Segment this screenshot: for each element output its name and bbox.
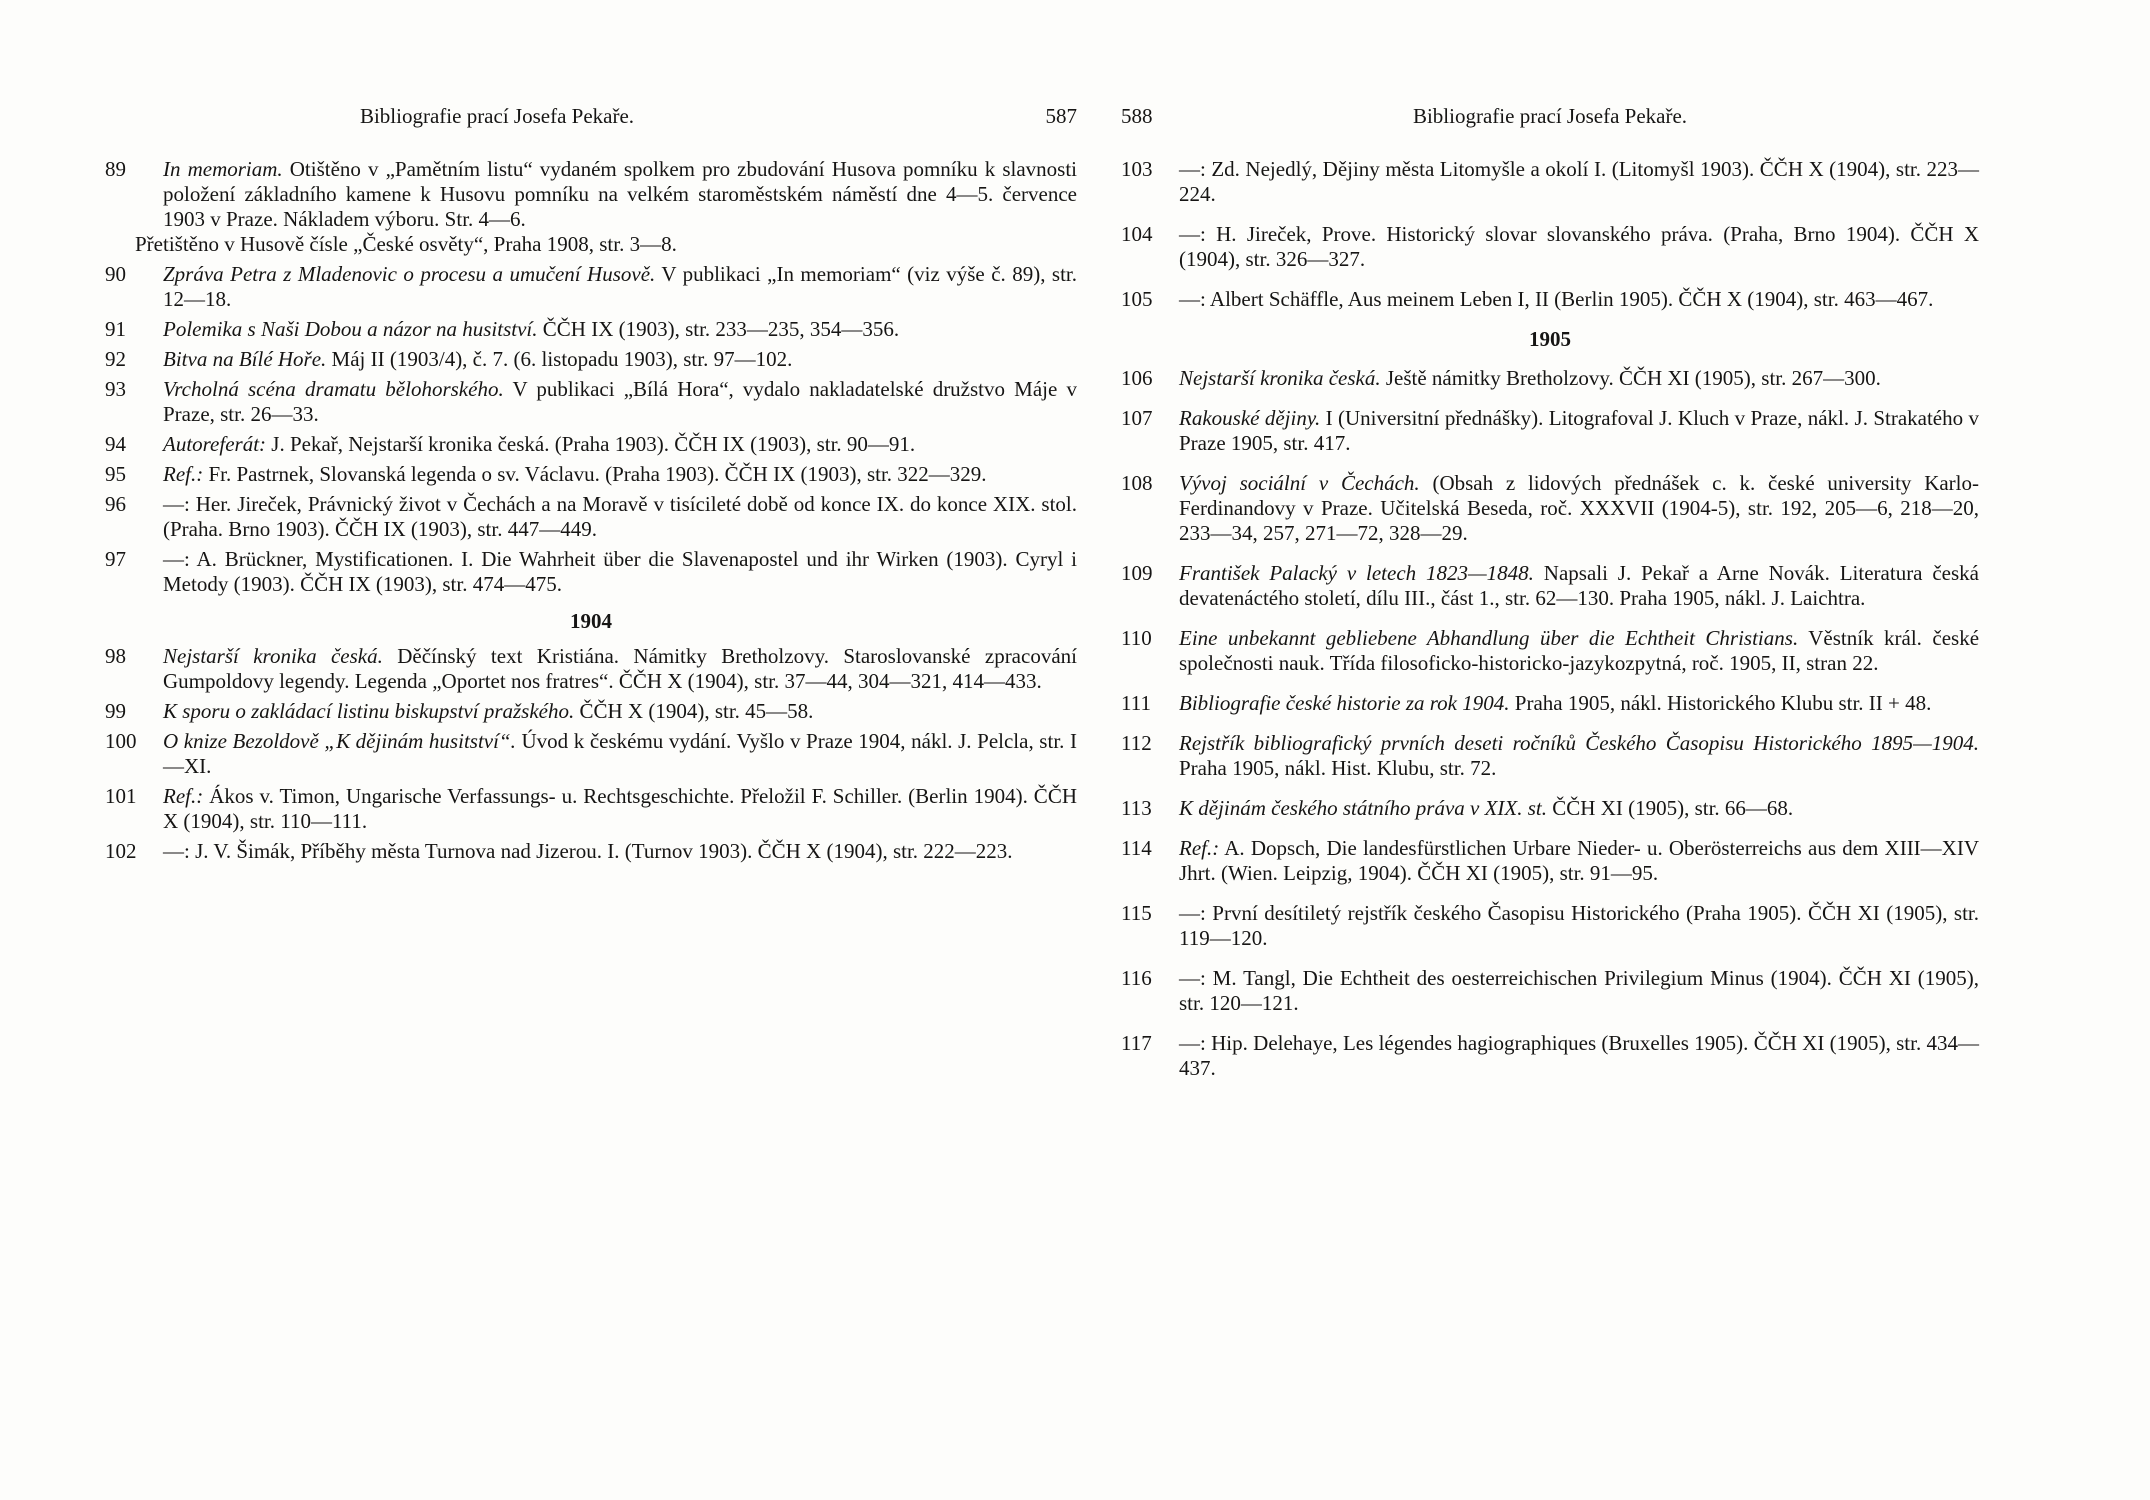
bibliography-entry-92 — [105, 347, 1077, 372]
entry-text: —: J. V. Šimák, Příběhy města Turnova nad Jizerou. I. (Turnov 1903). ČČH X (1904), str. 222—223. — [163, 839, 1013, 863]
running-title: Bibliografie prací Josefa Pekaře. — [359, 104, 635, 128]
entry-title: Rakouské dějiny. — [1179, 406, 1321, 430]
bibliography-entry-117 — [1121, 1031, 1979, 1081]
entry-number: 90 — [105, 262, 126, 286]
entry-number: 102 — [105, 839, 137, 863]
entry-number: 104 — [1121, 222, 1153, 246]
bibliography-entry-101 — [105, 784, 1077, 834]
entry-title: Autoreferát: — [163, 432, 267, 456]
entry-number: 97 — [105, 547, 126, 571]
entry-title: K sporu o zakládací listinu biskupství pražského. — [163, 699, 575, 723]
running-title: Bibliografie prací Josefa Pekaře. — [1412, 104, 1688, 128]
entry-text: —: Her. Jireček, Právnický život v Čechách a na Moravě v tisícileté době od konce IX. do konce XIX. stol. (Praha. Brno 1903). ČČH IX (1903), str. 447—449. — [163, 492, 1077, 541]
entry-number: 105 — [1121, 287, 1153, 311]
entry-number: 111 — [1121, 691, 1151, 715]
entry-number: 116 — [1121, 966, 1152, 990]
bibliography-entry-114 — [1121, 836, 1979, 886]
entry-title: Ref.: — [163, 784, 204, 808]
entry-text: —: Hip. Delehaye, Les légendes hagiographiques (Bruxelles 1905). ČČH XI (1905), str. 434—437. — [1179, 1031, 1979, 1080]
entry-text: —: M. Tangl, Die Echtheit des oesterreichischen Privilegium Minus (1904). ČČH XI (1905), str. 120—121. — [1179, 966, 1979, 1015]
entry-number: 110 — [1121, 626, 1152, 650]
entry-text: ČČH IX (1903), str. 233—235, 354—356. — [537, 317, 900, 341]
entry-number: 106 — [1121, 366, 1153, 390]
entry-text: —: A. Brückner, Mystificationen. I. Die Wahrheit über die Slavenapostel und ihr Wirken (1903). Cyryl i Metody (1903). ČČH IX (1903), str. 474—475. — [163, 547, 1077, 596]
entry-text: A. Dopsch, Die landesfürstlichen Urbare Nieder- u. Oberösterreichs aus dem XIII—XIV Jhrt. (Wien. Leipzig, 1904). ČČH XI (1905), str. 91—95. — [1179, 836, 1979, 885]
entry-text: Praha 1905, nákl. Hist. Klubu, str. 72. — [1179, 756, 1497, 780]
entry-note: Přetištěno v Husově čísle „České osvěty“, Praha 1908, str. 3—8. — [135, 232, 677, 256]
entry-number: 100 — [105, 729, 137, 753]
bibliography-entry-93 — [105, 377, 1077, 427]
bibliography-entry-102 — [105, 839, 1077, 864]
entry-title: Eine unbekannt gebliebene Abhandlung über die Echtheit Christians. — [1179, 626, 1799, 650]
entry-title: K dějinám českého státního práva v XIX. st. — [1179, 796, 1548, 820]
entry-title: Bibliografie české historie za rok 1904. — [1179, 691, 1510, 715]
entry-text: Praha 1905, nákl. Historického Klubu str. II + 48. — [1509, 691, 1932, 715]
entry-title: Nejstarší kronika česká. — [163, 644, 383, 668]
bibliography-entry-108 — [1121, 471, 1979, 546]
bibliography-entry-97 — [105, 547, 1077, 597]
entry-number: 113 — [1121, 796, 1152, 820]
entry-number: 114 — [1121, 836, 1152, 860]
bibliography-entry-107 — [1121, 406, 1979, 456]
entry-number: 103 — [1121, 157, 1153, 181]
entry-text: V publikaci „In memoriam“ (viz výše č. 89), str. 12—18. — [163, 262, 1077, 311]
bibliography-entry-116 — [1121, 966, 1979, 1016]
entry-number: 95 — [105, 462, 126, 486]
entry-number: 112 — [1121, 731, 1152, 755]
bibliography-entry-111 — [1121, 691, 1979, 716]
page-number: 587 — [1045, 104, 1077, 128]
entry-title: Nejstarší kronika česká. — [1179, 366, 1381, 390]
entry-number: 108 — [1121, 471, 1153, 495]
entry-text: —: Zd. Nejedlý, Dějiny města Litomyšle a okolí I. (Litomyšl 1903). ČČH X (1904), str. 223—224. — [1179, 157, 1979, 206]
page-number: 588 — [1121, 104, 1153, 128]
entry-title: Vývoj sociální v Čechách. — [1179, 471, 1420, 495]
entry-text: Otištěno v „Pamětním listu“ vydaném spolkem pro zbudování Husova pomníku k slavnosti položení základního kamene k Husovu pomníku na velkém staroměstském náměstí dne 4—5. července 1903 v Praze. Nákladem výboru. Str. 4—6. — [163, 157, 1077, 231]
entry-title: Rejstřík bibliografický prvních deseti ročníků Českého Časopisu Historického 1895—1904. — [1179, 731, 1979, 755]
entry-text: J. Pekař, Nejstarší kronika česká. (Praha 1903). ČČH IX (1903), str. 90—91. — [266, 432, 916, 456]
entry-text: Úvod k českému vydání. Vyšlo v Praze 1904, nákl. J. Pelcla, str. I—XI. — [163, 729, 1077, 778]
entry-number: 93 — [105, 377, 126, 401]
entry-number: 115 — [1121, 901, 1152, 925]
page-588 — [1121, 104, 1979, 1096]
entry-number: 98 — [105, 644, 126, 668]
bibliography-entry-105 — [1121, 287, 1979, 312]
bibliography-entry-99 — [105, 699, 1077, 724]
page-header-left — [105, 104, 1077, 131]
entry-text: Věstník král. české společnosti nauk. Třída filosoficko-historicko-jazykozpytná, roč. 1905, II, stran 22. — [1179, 626, 1980, 675]
bibliography-entry-91 — [105, 317, 1077, 342]
bibliography-entry-103 — [1121, 157, 1979, 207]
entry-number: 94 — [105, 432, 126, 456]
bibliography-entry-110 — [1121, 626, 1979, 676]
entry-text: Děčínský text Kristiána. Námitky Bretholzovy. Staroslovanské zpracování Gumpoldovy legendy. Legenda „Oportet nos fratres“. ČČH X (1904), str. 37—44, 304—321, 414—433. — [163, 644, 1077, 693]
bibliography-entry-90 — [105, 262, 1077, 312]
entry-text: V publikaci „Bílá Hora“, vydalo nakladatelské družstvo Máje v Praze, str. 26—33. — [163, 377, 1077, 426]
bibliography-entry-94 — [105, 432, 1077, 457]
entry-text: Ákos v. Timon, Ungarische Verfassungs- u. Rechtsgeschichte. Přeložil F. Schiller. (Berlin 1904). ČČH X (1904), str. 110—111. — [163, 784, 1077, 833]
entry-number: 117 — [1121, 1031, 1152, 1055]
bibliography-entry-115 — [1121, 901, 1979, 951]
bibliography-entry-112 — [1121, 731, 1979, 781]
entry-number: 109 — [1121, 561, 1153, 585]
entry-text: —: Albert Schäffle, Aus meinem Leben I, II (Berlin 1905). ČČH X (1904), str. 463—467. — [1179, 287, 1934, 311]
entry-text: (Obsah z lidových přednášek c. k. české university Karlo-Ferdinandovy v Praze. Učitelská Beseda, roč. XXXVII (1904-5), str. 192, 205—6, 218—20, 233—34, 257, 271—72, 328—29. — [1179, 471, 1979, 545]
bibliography-entry-109 — [1121, 561, 1979, 611]
entry-text: I (Universitní přednášky). Litografoval J. Kluch v Praze, nákl. J. Strakatého v Praze 1905, str. 417. — [1179, 406, 1979, 455]
bibliography-entry-113 — [1121, 796, 1979, 821]
entry-text: ČČH X (1904), str. 45—58. — [574, 699, 814, 723]
entry-text: —: H. Jireček, Prove. Historický slovar slovanského práva. (Praha, Brno 1904). ČČH X (1904), str. 326—327. — [1179, 222, 1979, 271]
entry-text: —: První desítiletý rejstřík českého Časopisu Historického (Praha 1905). ČČH XI (1905), str. 119—120. — [1179, 901, 1979, 950]
entry-title: Polemika s Naši Dobou a názor na husitství. — [163, 317, 538, 341]
page-header-right — [1121, 104, 1979, 131]
entry-number: 101 — [105, 784, 137, 808]
entry-title: František Palacký v letech 1823—1848. — [1179, 561, 1534, 585]
bibliography-entries-right — [1121, 157, 1979, 1081]
entry-title: Zpráva Petra z Mladenovic o procesu a umučení Husově. — [163, 262, 656, 286]
entry-text: Napsali J. Pekař a Arne Novák. Literatura česká devatenáctého století, dílu III., část 1., str. 62—130. Praha 1905, nákl. J. Laichtra. — [1179, 561, 1980, 610]
entry-text: Fr. Pastrnek, Slovanská legenda o sv. Václavu. (Praha 1903). ČČH IX (1903), str. 322—329. — [203, 462, 987, 486]
entry-title: Ref.: — [1179, 836, 1220, 860]
entry-number: 92 — [105, 347, 126, 371]
year-heading: 1905 — [1529, 327, 1571, 351]
bibliography-entry-106 — [1121, 366, 1979, 391]
entry-title: Vrcholná scéna dramatu bělohorského. — [163, 377, 504, 401]
entry-title: Ref.: — [163, 462, 204, 486]
entry-title: O knize Bezoldově „K dějinám husitství“. — [163, 729, 516, 753]
bibliography-entry-96 — [105, 492, 1077, 542]
page-587 — [105, 104, 1077, 1096]
entry-title: Bitva na Bílé Hoře. — [163, 347, 327, 371]
bibliography-entry-95 — [105, 462, 1077, 487]
year-heading: 1904 — [570, 609, 612, 633]
entry-number: 99 — [105, 699, 126, 723]
entry-number: 91 — [105, 317, 126, 341]
bibliography-entry-98 — [105, 644, 1077, 694]
bibliography-entry-89 — [105, 157, 1077, 257]
entry-number: 89 — [105, 157, 126, 181]
entry-number: 96 — [105, 492, 126, 516]
bibliography-entry-104 — [1121, 222, 1979, 272]
entry-text: ČČH XI (1905), str. 66—68. — [1547, 796, 1794, 820]
bibliography-entries-left — [105, 157, 1077, 864]
entry-number: 107 — [1121, 406, 1153, 430]
entry-text: Máj II (1903/4), č. 7. (6. listopadu 1903), str. 97—102. — [326, 347, 793, 371]
entry-text: Ještě námitky Bretholzovy. ČČH XI (1905), str. 267—300. — [1380, 366, 1881, 390]
entry-title: In memoriam. — [163, 157, 283, 181]
bibliography-entry-100 — [105, 729, 1077, 779]
